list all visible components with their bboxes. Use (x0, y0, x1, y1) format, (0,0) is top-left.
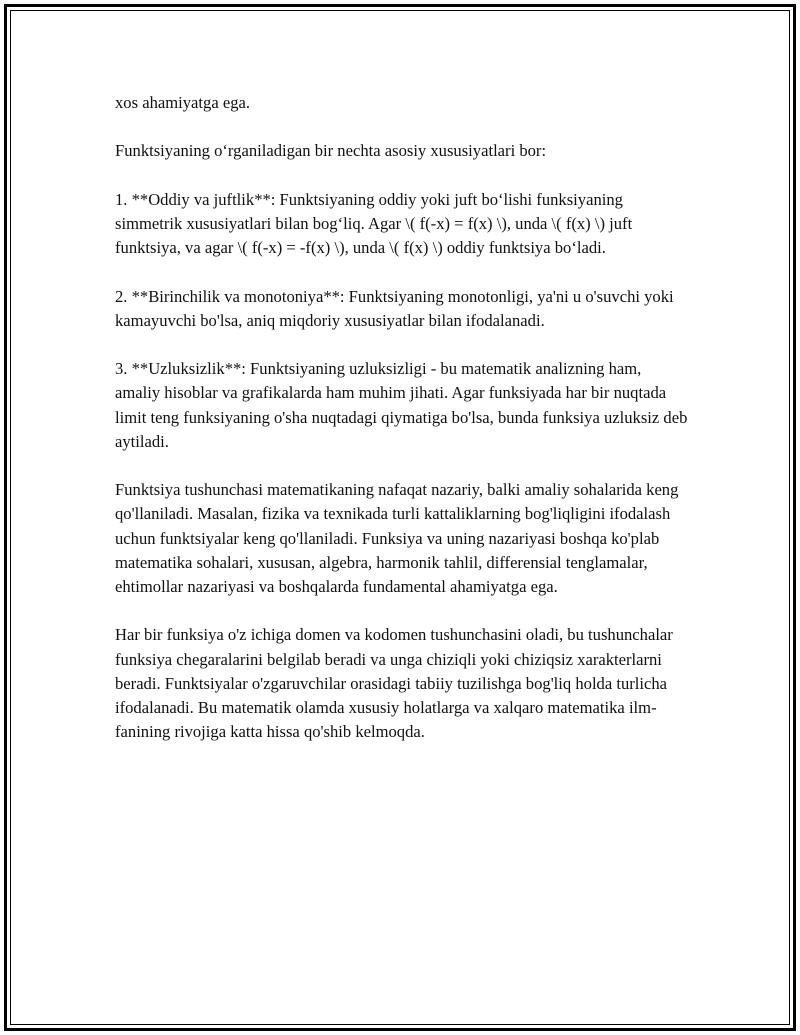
paragraph-continuity: 3. **Uzluksizlik**: Funktsiyaning uzluksizligi - bu matematik analizning ham, amaliy hisoblar va grafikalarda ham muhim jihati. Agar funksiyada har bir nuqtada limit teng funksiyaning o'sha nuqtadagi qiymatiga bo'lsa, bunda funksiya uzluksiz deb aytiladi. (115, 359, 688, 451)
paragraph-properties-lead: Funktsiyaning o‘rganiladigan bir nechta asosiy xususiyatlari bor: (115, 141, 547, 161)
paragraph-domain-codomain: Har bir funksiya o'z ichiga domen va kodomen tushunchasini oladi, bu tushunchalar funksiya chegaralarini belgilab beradi va unga chiziqli yoki chiziqsiz xarakterlarni beradi. Funktsiyalar o'zgaruvchilar orasidagi tabiiy tuzilishga bog'liq holda turlicha ifodalanadi. Bu matematik olamda xususiy holatlarga va xalqaro matematika ilm-fanining rivojiga katta hissa qo'shib kelmoqda. (115, 625, 673, 742)
paragraph-monotonicity: 2. **Birinchilik va monotoniya**: Funktsiyaning monotonligi, ya'ni u o'suvchi yoki kamayuvchi bo'lsa, aniq miqdoriy xususiyatlar bilan ifodalanadi. (115, 286, 674, 330)
document-body (115, 91, 690, 744)
paragraph-parity: 1. **Oddiy va juftlik**: Funktsiyaning oddiy yoki juft bo‘lishi funksiyaning simmetrik xususiyatlari bilan bog‘liq. Agar \( f(-x) = f(x) \), unda \( f(x) \) juft funktsiya, va agar \( f(-x) = -f(x) \), unda \( f(x) \) oddiy funktsiya bo‘ladi. (115, 189, 633, 258)
paragraph-intro-continuation: xos ahamiyatga ega. (115, 93, 251, 112)
paragraph-applications: Funktsiya tushunchasi matematikaning nafaqat nazariy, balki amaliy sohalarida keng qo'llaniladi. Masalan, fizika va texnikada turli kattaliklarning bog'liqligini ifodalash uchun funktsiyalar keng qo'llaniladi. Funksiya va uning nazariyasi boshqa ko'plab matematika sohalari, xususan, algebra, harmonik tahlil, differensial tenglamalar, ehtimollar nazariyasi va boshqalarda fundamental ahamiyatga ega. (115, 480, 679, 596)
